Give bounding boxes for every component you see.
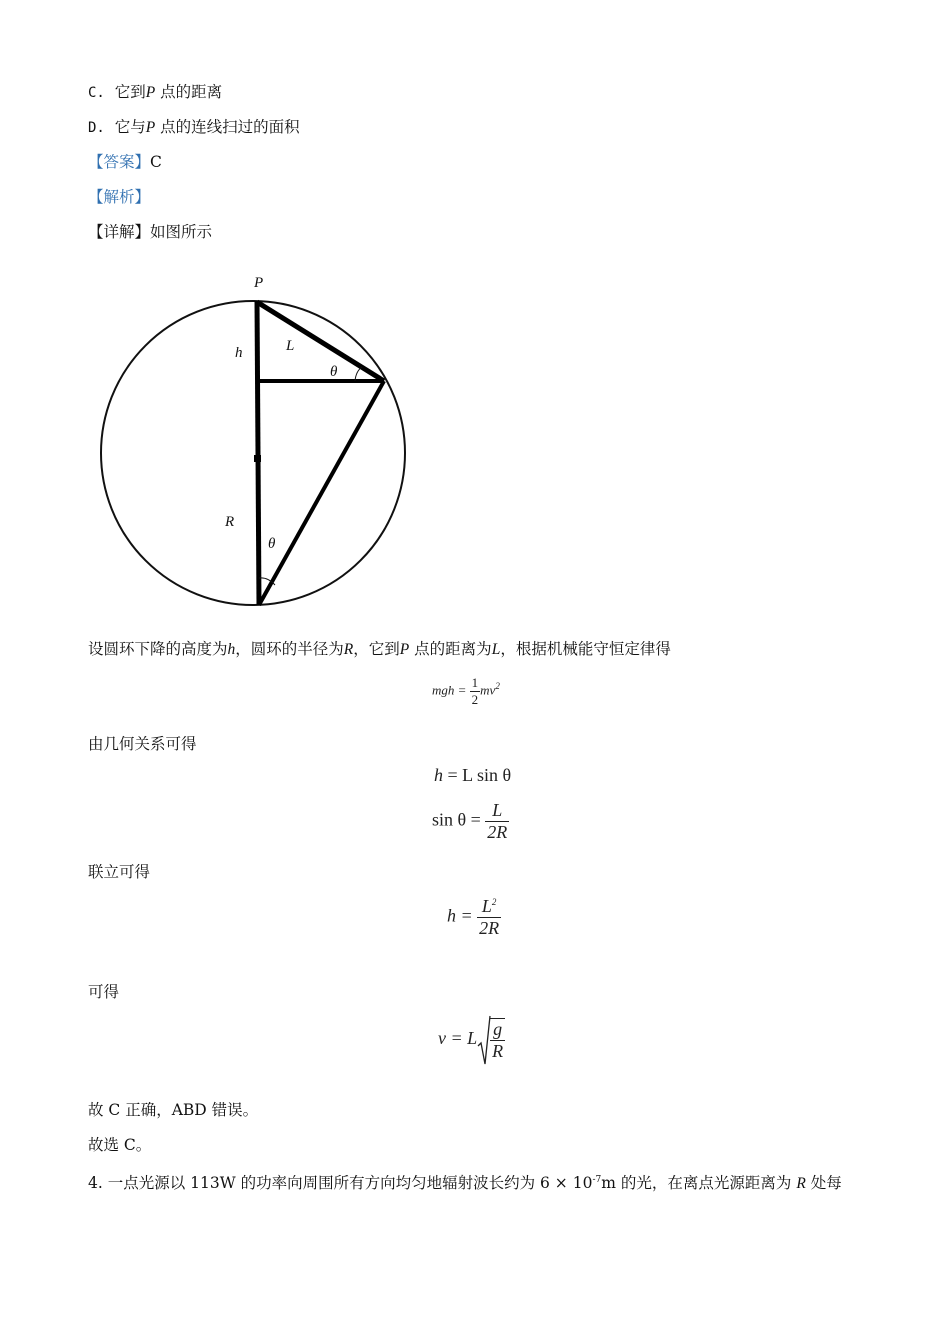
next-question: [88, 1170, 842, 1194]
eq1-denominator: 2: [471, 692, 479, 707]
equation-h-result: [447, 896, 501, 939]
next-question-text-b: m 的光，在离点光源距离为: [601, 1174, 792, 1193]
equation-sin: [432, 800, 509, 843]
option-d-text-b: 点的连线扫过的面积: [160, 118, 300, 136]
eq1-left: mgh =: [432, 682, 467, 698]
next-question-text-a: 4. 一点光源以 113W 的功率向周围所有方向均匀地辐射波长约为 6 × 10: [88, 1174, 593, 1193]
analysis-label: 【解析】: [88, 188, 151, 206]
label-l: L: [286, 338, 295, 354]
eq1-exponent: 2: [495, 681, 500, 692]
next-question-text-c: 处每: [810, 1174, 842, 1193]
setup-text-4: 点的距离为: [414, 640, 492, 658]
setup-text-2: ，圆环的半径为: [235, 640, 344, 658]
geometry-line: 由几何关系可得: [88, 735, 197, 753]
detail-label: 【详解】: [88, 223, 151, 241]
eq5-numerator: g: [490, 1019, 505, 1041]
equation-energy: [432, 675, 500, 708]
answer-line: [88, 152, 162, 172]
eq1-fraction: [470, 675, 481, 708]
option-c-text-b: 点的距离: [160, 83, 223, 101]
setup-var-l: L: [491, 641, 501, 658]
option-c-var: P: [145, 84, 156, 101]
analysis-line: [88, 187, 150, 207]
option-d-var: P: [145, 119, 156, 136]
label-h: h: [235, 345, 243, 361]
setup-line: [88, 639, 671, 660]
eq3-numerator: L: [485, 800, 509, 822]
conclusion-line: 故 C 正确，ABD 错误。: [88, 1101, 259, 1119]
eq2-right: = L sin θ: [447, 765, 512, 785]
combine-line: 联立可得: [88, 863, 151, 881]
eq3-denominator: 2R: [487, 822, 508, 842]
eq4-numerator-var: L: [481, 896, 492, 916]
option-d: [88, 117, 300, 138]
label-p: P: [254, 275, 264, 291]
setup-text-1: 设圆环下降的高度为: [88, 640, 228, 658]
setup-text-3: ，它到: [353, 640, 400, 658]
label-theta-bottom: θ: [268, 536, 276, 552]
ring-circle: [101, 301, 405, 605]
eq5-left: v = L: [438, 1028, 478, 1049]
eq4-denominator: 2R: [479, 918, 500, 938]
equation-h-lsin: [434, 765, 511, 786]
option-d-prefix: D.: [88, 120, 105, 136]
option-c-text-a: 它到: [114, 83, 146, 101]
center-dot: [254, 455, 261, 462]
eq5-fraction: [490, 1018, 505, 1062]
setup-text-5: ，根据机械能守恒定律得: [500, 640, 671, 658]
next-question-var: R: [796, 1175, 806, 1193]
eq1-right: mv: [480, 682, 496, 698]
chord-l: [257, 302, 384, 381]
eq3-fraction: [485, 800, 509, 843]
get-line: 可得: [88, 983, 120, 1001]
answer-value: C: [150, 153, 162, 171]
eq3-left: sin θ =: [432, 809, 481, 830]
setup-var-p: P: [399, 641, 410, 658]
vertical-diameter: [257, 301, 259, 605]
detail-text: 如图所示: [150, 223, 213, 241]
eq1-numerator: 1: [471, 675, 479, 690]
circle-figure: [90, 265, 420, 620]
answer-label: 【答案】: [88, 153, 151, 171]
detail-line: [88, 222, 212, 242]
option-c: [88, 82, 222, 103]
eq5-denominator: R: [492, 1041, 504, 1061]
setup-var-h: h: [227, 641, 236, 658]
equation-velocity: [438, 1014, 505, 1066]
eq4-exponent: 2: [491, 897, 497, 907]
eq4-fraction: [477, 896, 501, 939]
eq4-left: h =: [447, 905, 473, 926]
eq4-numerator: [477, 896, 501, 918]
next-question-exponent: -7: [592, 1175, 602, 1185]
label-theta-top: θ: [330, 364, 338, 380]
sqrt-sign: [477, 1014, 491, 1066]
option-c-prefix: C.: [88, 85, 105, 101]
choose-line: 故选 C。: [88, 1136, 152, 1154]
option-d-text-a: 它与: [114, 118, 146, 136]
label-r: R: [225, 514, 235, 530]
setup-var-r: R: [343, 641, 354, 658]
long-chord: [259, 381, 384, 605]
eq2-left: h: [434, 765, 443, 785]
